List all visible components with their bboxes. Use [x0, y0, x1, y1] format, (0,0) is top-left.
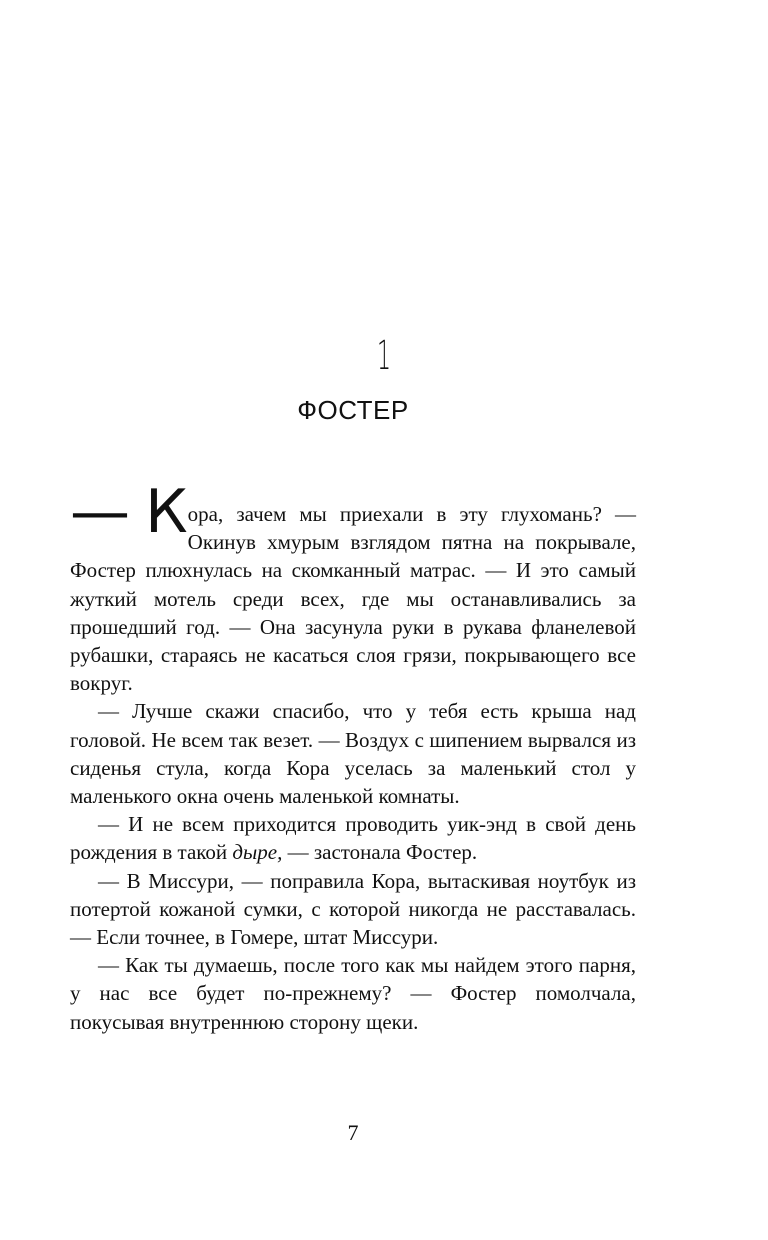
paragraph-2: — Лучше скажи спасибо, что у тебя есть крыша над головой. Не всем так везет. — Воздух с шипением вырвался из сиденья стула, когда Кора уселась за маленький стол у маленького окна очень маленькой комнаты. [70, 699, 636, 809]
drop-cap: — К [70, 477, 186, 547]
paragraph-3 [70, 810, 636, 866]
paragraph-1 [70, 477, 636, 697]
paragraph-5: — Как ты думаешь, после того как мы найдем этого парня, у нас все будет по-прежнему? — Фостер помолчала, покусывая внутреннюю сторону щеки. [70, 953, 636, 1034]
paragraph-3-text-end: — застонала Фостер. [282, 840, 478, 865]
paragraph-1-text: ора, зачем мы приехали в эту глухомань? — Окинув хмурым взглядом пятна на покрывале, Фостер плюхнулась на скомканный матрас. — И это самый жуткий мотель среди всех, где мы останавливались за прошедший год. — Она засунула руки в рукава фланелевой рубашки, стараясь не касаться слоя грязи, покрывающего все вокруг. [70, 502, 636, 696]
body-text [70, 477, 636, 1036]
paragraph-4: — В Миссури, — поправила Кора, вытаскивая ноутбук из потертой кожаной сумки, с которой никогда не расставалась. — Если точнее, в Гомере, штат Миссури. [70, 868, 636, 950]
paragraph-3-text-start: — И не всем приходится проводить уик-энд в свой день рождения в такой [70, 812, 636, 865]
chapter-title: ФОСТЕР [297, 395, 409, 425]
page-number: 7 [347, 1120, 359, 1145]
chapter-number: 1 [376, 333, 391, 379]
paragraph-3-italic: дыре, [232, 840, 283, 865]
